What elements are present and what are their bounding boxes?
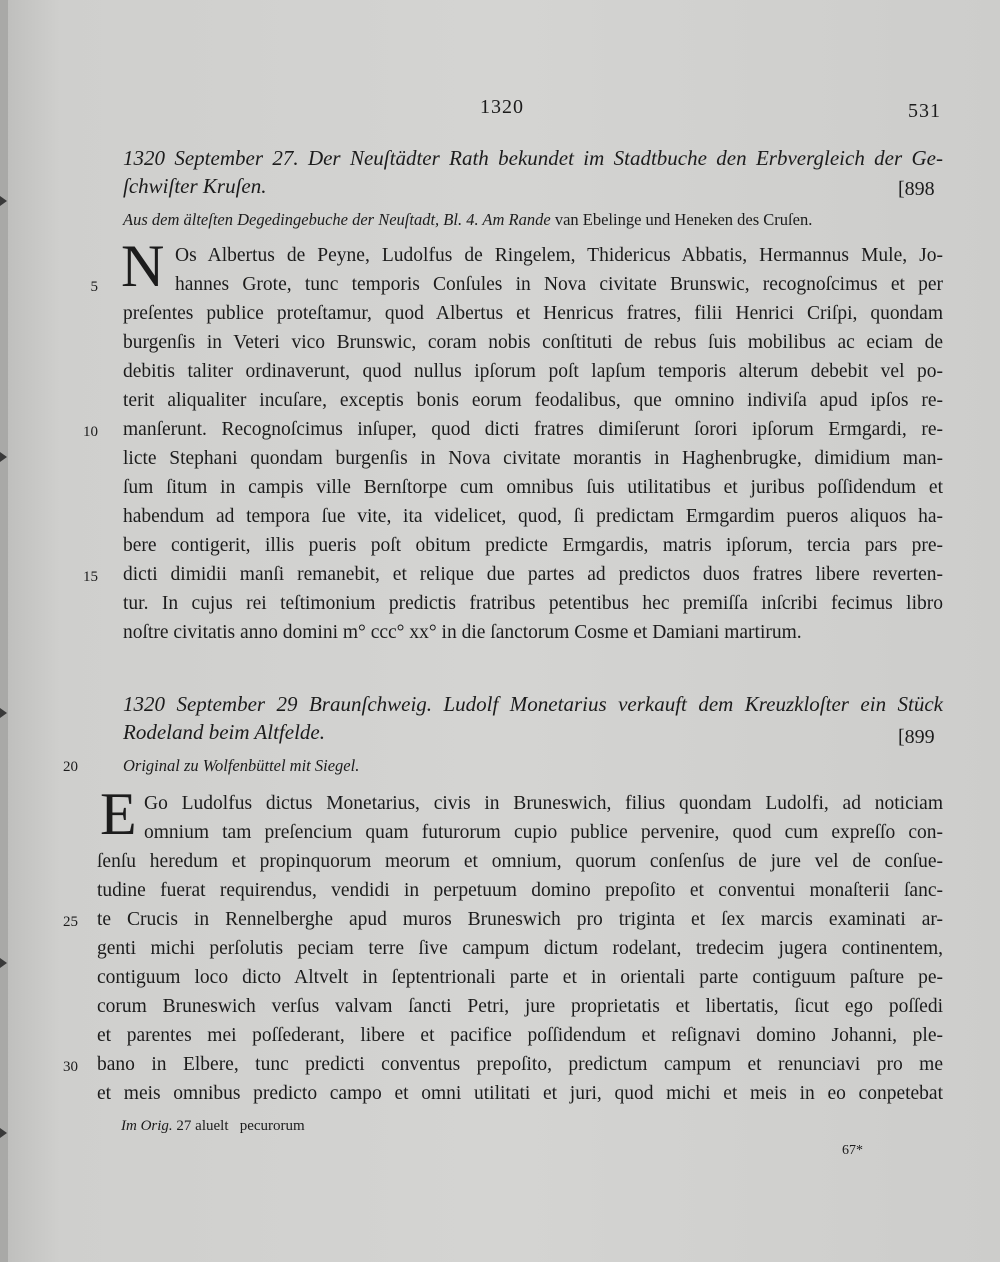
- line-number: 20: [63, 759, 78, 775]
- doc899-title-line-2: Rodeland beim Altfelde.: [123, 720, 325, 744]
- doc898-text-line: burgenſis in Veteri vico Brunswic, coram nobis conſtituti de rebus ſuis mobilibus ac eciam de: [123, 332, 943, 353]
- running-head-year: 1320: [480, 96, 524, 118]
- doc899-text-line: et parentes mei poſſederant, libere et pacifice poſſidendum et reſignavi domino Johanni, ple-: [97, 1025, 943, 1046]
- doc898-source: [123, 212, 943, 229]
- doc898-text-line: Os Albertus de Peyne, Ludolfus de Ringelem, Thidericus Abbatis, Hermannus Mule, Jo-: [175, 245, 943, 266]
- doc898-ref: [898: [898, 178, 935, 200]
- doc899-text-line: Go Ludolfus dictus Monetarius, civis in Bruneswich, filius quondam Ludolfi, ad noticiam: [144, 793, 943, 814]
- line-number: 15: [83, 569, 98, 585]
- doc898-title-line-1: 1320 September 27. Der Neuſtädter Rath bekundet im Stadtbuche den Erbvergleich der Ge-: [123, 146, 943, 170]
- doc898-title-line-2: ſchwiſter Kruſen.: [123, 174, 267, 198]
- doc899-text-line: et meis omnibus predicto campo et omni utilitati et juri, quod michi et meis in eo conpetebat: [97, 1083, 943, 1104]
- line-number: 10: [83, 424, 98, 440]
- doc898-source-italic: Aus dem älteſten Degedingebuche der Neuſtadt, Bl. 4. Am Rande: [123, 210, 551, 229]
- line-number: 30: [63, 1059, 78, 1075]
- page-number: 531: [908, 100, 941, 122]
- doc899-text-line: bano in Elbere, tunc predicti conventus prepoſito, predictum campum et renunciavi pro me: [97, 1054, 943, 1075]
- doc898-text-line: hannes Grote, tunc temporis Conſules in Nova civitate Brunswic, recognoſcimus et per: [175, 274, 943, 295]
- doc899-text-line: contiguum loco dicto Altvelt in ſeptentrionali parte et in orientali parte contiguum paſture pe-: [97, 967, 943, 988]
- doc898-text-line: licte Stephani quondam burgenſis in Nova civitate morantis in Haghenbrugke, dimidium man-: [123, 448, 943, 469]
- footnote: [121, 1118, 305, 1135]
- doc899-text-line: tudine fuerat requirendus, vendidi in perpetuum domino prepoſito et conventui monaſterii ſanc-: [97, 880, 943, 901]
- doc898-text-line: habendum ad tempora ſue vite, ita videlicet, quod, ſi predictam Ermgardim pueros aliquos ha-: [123, 506, 943, 527]
- doc899-text-line: omnium tam preſencium quam futurorum cupio publice pervenire, quod cum expreſſo con-: [144, 822, 943, 843]
- line-number: 5: [90, 279, 98, 295]
- doc899-text-line: te Crucis in Rennelberghe apud muros Bruneswich pro triginta et ſex marcis examinati ar-: [97, 909, 943, 930]
- line-number: 25: [63, 914, 78, 930]
- doc899-text-line: corum Bruneswich verſus valvam ſancti Petri, jure proprietatis et libertatis, ſicut ego poſſedi: [97, 996, 943, 1017]
- doc899-ref: [899: [898, 726, 935, 748]
- doc898-text-line: tur. In cujus rei teſtimonium predictis fratribus petentibus hec premiſſa inſcribi fecimus libro: [123, 593, 943, 614]
- signature-mark: 67*: [842, 1143, 863, 1158]
- doc898-text-line: dicti dimidii manſi remanebit, et relique due partes ad predictos duos fratres libere reverten-: [123, 564, 943, 585]
- binding-edge: [0, 0, 8, 1262]
- doc898-text-line: noſtre civitatis anno domini m° ccc° xx° in die ſanctorum Cosme et Damiani martirum.: [123, 622, 802, 643]
- doc899-dropcap: E: [100, 781, 137, 847]
- doc898-text-line: debitis taliter ordinaverunt, quod nullus ipſorum poſt lapſum temporis alterum debebit vel po-: [123, 361, 943, 382]
- footnote-text: 27 aluelt pecurorum: [176, 1118, 305, 1134]
- doc898-text-line: manſerunt. Recognoſcimus inſuper, quod dicti fratres dimiſerunt ſorori ipſorum Ermgardi, re-: [123, 419, 943, 440]
- doc899-text-line: genti michi perſolutis peciam terre ſive campum dictum rodelant, tredecim jugera continentem,: [97, 938, 943, 959]
- doc898-text-line: bere contigerit, illis pueris poſt obitum predicte Ermgardis, matris ipſorum, tercia pars pre-: [123, 535, 943, 556]
- doc899-text-line: ſenſu heredum et propinquorum meorum et omnium, quorum conſenſus de jure vel de conſue-: [97, 851, 943, 872]
- doc899-title-line-1: 1320 September 29 Braunſchweig. Ludolf Monetarius verkauft dem Kreuzkloſter ein Stück: [123, 692, 943, 716]
- doc898-dropcap: N: [121, 233, 165, 299]
- doc899-source: Original zu Wolfenbüttel mit Siegel.: [123, 756, 360, 775]
- doc898-text-line: terit aliqualiter incuſare, exceptis bonis eorum feodalibus, que omnino indiviſa apud ipſos re-: [123, 390, 943, 411]
- doc898-text-line: preſentes publice proteſtamur, quod Albertus et Henricus fratres, filii Henrici Criſpi, quondam: [123, 303, 943, 324]
- doc898-source-roman: van Ebelinge und Heneken des Cruſen.: [554, 210, 813, 229]
- doc898-text-line: ſum ſitum in campis ville Bernſtorpe cum omnibus ſuis utilitatibus et juribus poſſidendum et: [123, 477, 943, 498]
- footnote-label: Im Orig.: [121, 1118, 173, 1134]
